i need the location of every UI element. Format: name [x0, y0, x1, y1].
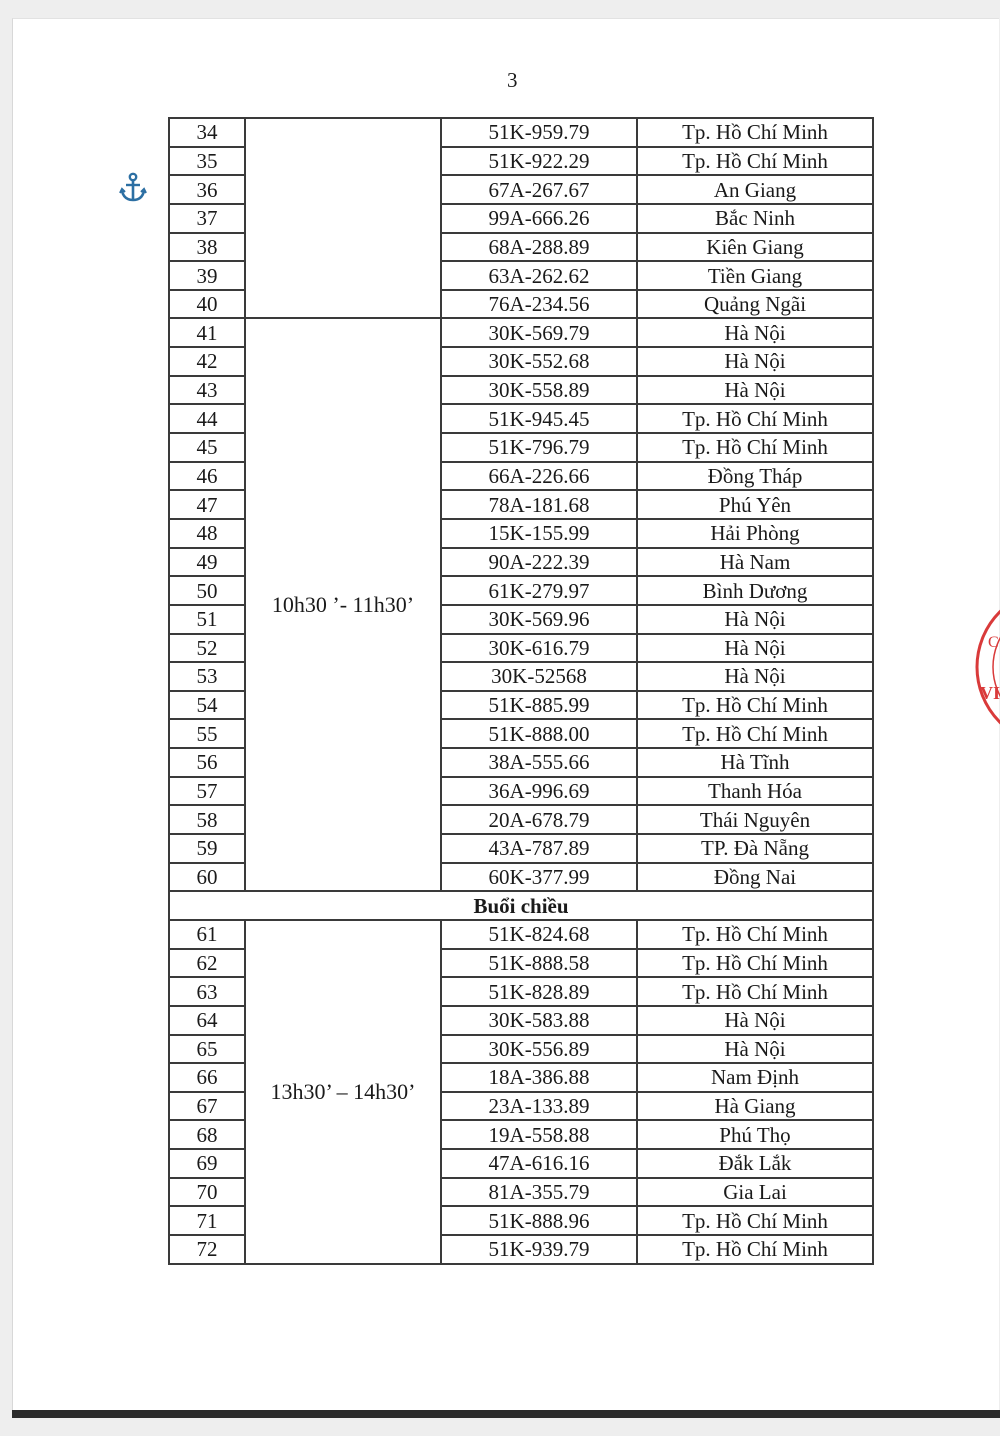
- province: Tiền Giang: [637, 261, 873, 290]
- row-number: 66: [169, 1063, 245, 1092]
- plate-number: 51K-945.45: [441, 404, 637, 433]
- plate-number: 60K-377.99: [441, 863, 637, 892]
- province: Hà Nội: [637, 605, 873, 634]
- plate-number: 30K-558.89: [441, 376, 637, 405]
- province: Hà Nội: [637, 376, 873, 405]
- plate-number: 23A-133.89: [441, 1092, 637, 1121]
- province: Hải Phòng: [637, 519, 873, 548]
- stamp-text-2: VI: [980, 683, 1000, 703]
- plate-number: 51K-824.68: [441, 920, 637, 949]
- license-plate-table: [168, 117, 874, 1265]
- province: Hà Nội: [637, 1006, 873, 1035]
- province: Tp. Hồ Chí Minh: [637, 404, 873, 433]
- row-number: 68: [169, 1120, 245, 1149]
- row-number: 61: [169, 920, 245, 949]
- row-number: 57: [169, 777, 245, 806]
- row-number: 34: [169, 118, 245, 147]
- plate-number: 30K-52568: [441, 662, 637, 691]
- province: Hà Nội: [637, 347, 873, 376]
- row-number: 37: [169, 204, 245, 233]
- plate-number: 30K-569.79: [441, 318, 637, 347]
- province: Tp. Hồ Chí Minh: [637, 691, 873, 720]
- province: Tp. Hồ Chí Minh: [637, 977, 873, 1006]
- province: Tp. Hồ Chí Minh: [637, 1235, 873, 1264]
- plate-number: 38A-555.66: [441, 748, 637, 777]
- plate-number: 19A-558.88: [441, 1120, 637, 1149]
- province: Hà Nội: [637, 634, 873, 663]
- plate-number: 51K-796.79: [441, 433, 637, 462]
- stamp-text-1: C: [988, 634, 999, 651]
- province: Bắc Ninh: [637, 204, 873, 233]
- plate-number: 30K-616.79: [441, 634, 637, 663]
- row-number: 42: [169, 347, 245, 376]
- plate-number: 68A-288.89: [441, 233, 637, 262]
- page-bottom-edge: [12, 1410, 1000, 1418]
- time-slot-cell: 10h30 ’- 11h30’: [245, 318, 441, 891]
- row-number: 50: [169, 576, 245, 605]
- plate-number: 51K-888.96: [441, 1206, 637, 1235]
- province: Hà Nam: [637, 548, 873, 577]
- row-number: 70: [169, 1178, 245, 1207]
- province: Hà Nội: [637, 662, 873, 691]
- province: Đắk Lắk: [637, 1149, 873, 1178]
- plate-number: 81A-355.79: [441, 1178, 637, 1207]
- province: Tp. Hồ Chí Minh: [637, 118, 873, 147]
- table-body: [169, 118, 873, 1264]
- province: An Giang: [637, 175, 873, 204]
- province: Thái Nguyên: [637, 805, 873, 834]
- row-number: 59: [169, 834, 245, 863]
- plate-number: 43A-787.89: [441, 834, 637, 863]
- province: Nam Định: [637, 1063, 873, 1092]
- row-number: 44: [169, 404, 245, 433]
- plate-number: 36A-996.69: [441, 777, 637, 806]
- row-number: 56: [169, 748, 245, 777]
- plate-number: 51K-888.00: [441, 719, 637, 748]
- province: Tp. Hồ Chí Minh: [637, 920, 873, 949]
- row-number: 54: [169, 691, 245, 720]
- row-number: 49: [169, 548, 245, 577]
- row-number: 69: [169, 1149, 245, 1178]
- province: Hà Giang: [637, 1092, 873, 1121]
- plate-number: 78A-181.68: [441, 490, 637, 519]
- row-number: 38: [169, 233, 245, 262]
- table-row: [169, 318, 873, 347]
- plate-number: 51K-939.79: [441, 1235, 637, 1264]
- time-slot-cell: [245, 118, 441, 318]
- province: Phú Thọ: [637, 1120, 873, 1149]
- plate-number: 90A-222.39: [441, 548, 637, 577]
- plate-number: 67A-267.67: [441, 175, 637, 204]
- red-seal-stamp: [975, 585, 1000, 750]
- row-number: 46: [169, 462, 245, 491]
- row-number: 65: [169, 1035, 245, 1064]
- province: Quảng Ngãi: [637, 290, 873, 319]
- province: Bình Dương: [637, 576, 873, 605]
- row-number: 40: [169, 290, 245, 319]
- row-number: 63: [169, 977, 245, 1006]
- province: Phú Yên: [637, 490, 873, 519]
- row-number: 41: [169, 318, 245, 347]
- plate-number: 18A-386.88: [441, 1063, 637, 1092]
- row-number: 35: [169, 147, 245, 176]
- province: Tp. Hồ Chí Minh: [637, 147, 873, 176]
- plate-number: 51K-828.89: [441, 977, 637, 1006]
- province: TP. Đà Nẵng: [637, 834, 873, 863]
- row-number: 53: [169, 662, 245, 691]
- plate-number: 99A-666.26: [441, 204, 637, 233]
- plate-number: 47A-616.16: [441, 1149, 637, 1178]
- plate-number: 63A-262.62: [441, 261, 637, 290]
- plate-number: 66A-226.66: [441, 462, 637, 491]
- plate-number: 30K-556.89: [441, 1035, 637, 1064]
- row-number: 71: [169, 1206, 245, 1235]
- province: Đồng Tháp: [637, 462, 873, 491]
- row-number: 51: [169, 605, 245, 634]
- row-number: 60: [169, 863, 245, 892]
- row-number: 58: [169, 805, 245, 834]
- plate-number: 20A-678.79: [441, 805, 637, 834]
- section-header-row: [169, 891, 873, 920]
- row-number: 36: [169, 175, 245, 204]
- row-number: 72: [169, 1235, 245, 1264]
- section-title: Buổi chiều: [169, 891, 873, 920]
- row-number: 43: [169, 376, 245, 405]
- province: Hà Nội: [637, 318, 873, 347]
- row-number: 45: [169, 433, 245, 462]
- province: Thanh Hóa: [637, 777, 873, 806]
- table-row: [169, 118, 873, 147]
- row-number: 64: [169, 1006, 245, 1035]
- plate-number: 30K-552.68: [441, 347, 637, 376]
- province: Kiên Giang: [637, 233, 873, 262]
- time-slot-cell: 13h30’ – 14h30’: [245, 920, 441, 1264]
- row-number: 47: [169, 490, 245, 519]
- province: Tp. Hồ Chí Minh: [637, 433, 873, 462]
- province: Đồng Nai: [637, 863, 873, 892]
- province: Tp. Hồ Chí Minh: [637, 1206, 873, 1235]
- plate-number: 51K-888.58: [441, 949, 637, 978]
- plate-number: 51K-959.79: [441, 118, 637, 147]
- row-number: 39: [169, 261, 245, 290]
- page-number: 3: [507, 68, 518, 92]
- row-number: 48: [169, 519, 245, 548]
- anchor-icon: [118, 172, 148, 204]
- row-number: 67: [169, 1092, 245, 1121]
- plate-number: 76A-234.56: [441, 290, 637, 319]
- table-row: [169, 920, 873, 949]
- plate-number: 15K-155.99: [441, 519, 637, 548]
- plate-number: 51K-922.29: [441, 147, 637, 176]
- plate-number: 30K-569.96: [441, 605, 637, 634]
- plate-number: 61K-279.97: [441, 576, 637, 605]
- row-number: 55: [169, 719, 245, 748]
- plate-number: 30K-583.88: [441, 1006, 637, 1035]
- province: Gia Lai: [637, 1178, 873, 1207]
- plate-number: 51K-885.99: [441, 691, 637, 720]
- province: Tp. Hồ Chí Minh: [637, 949, 873, 978]
- row-number: 62: [169, 949, 245, 978]
- province: Hà Nội: [637, 1035, 873, 1064]
- province: Hà Tĩnh: [637, 748, 873, 777]
- province: Tp. Hồ Chí Minh: [637, 719, 873, 748]
- row-number: 52: [169, 634, 245, 663]
